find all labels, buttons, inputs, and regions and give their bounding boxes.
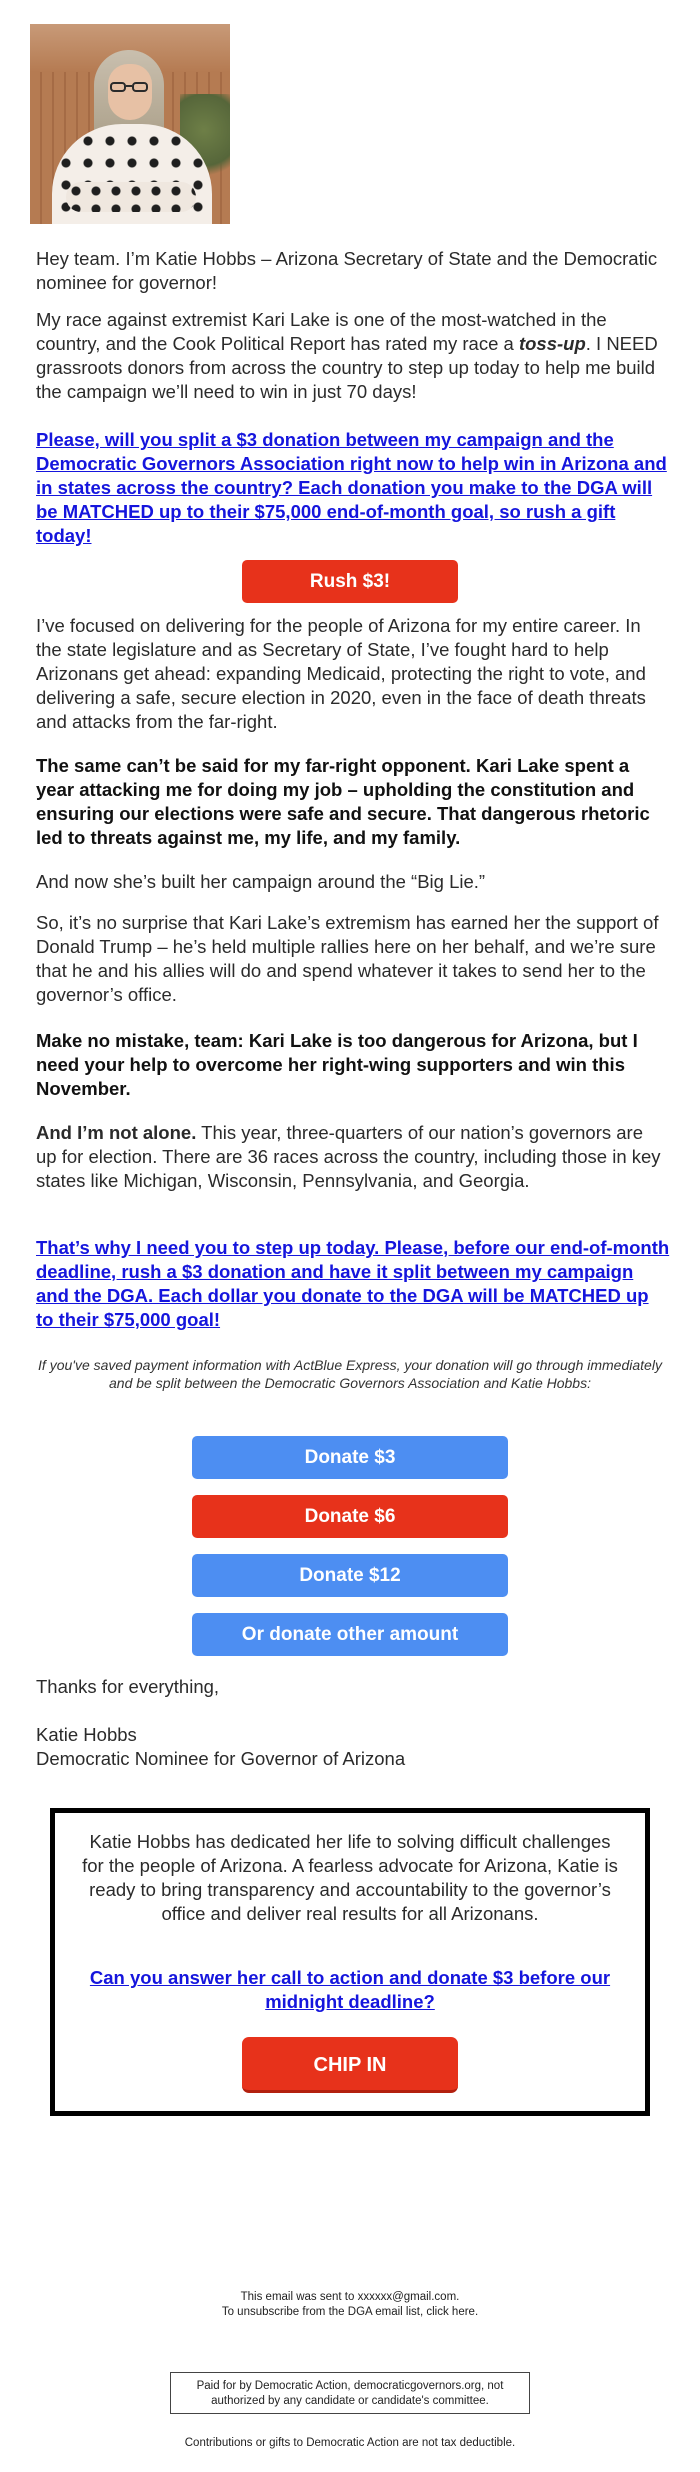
governors-text: This year, three-quarters of our nation’s governors are up for election. There are 36 races across the country, including those in key states like Michigan, Wisconsin, Pennsylvania, and Georgia. — [36, 1122, 661, 1191]
rush-donate-button[interactable]: Rush $3! — [242, 560, 458, 603]
chip-in-button[interactable]: CHIP IN — [242, 2037, 458, 2093]
signature-title: Democratic Nominee for Governor of Arizona — [36, 1748, 406, 1769]
race-text-a: My race against extremist Kari Lake is one of the most-watched in the country, and the Cook Political Report has rated my race a — [36, 309, 607, 354]
photo-arms — [66, 182, 196, 212]
donate-12-button[interactable]: Donate $12 — [192, 1554, 508, 1597]
deadline-donation-link[interactable]: That’s why I need you to step up today. Please, before our end-of-month deadline, rush a $3 donation and have it split between my campaign and the DGA. Each dollar you donate to the DGA will be MATCHED up to their $75,000 goal! — [36, 1237, 670, 1330]
warning-paragraph: Make no mistake, team: Kari Lake is too dangerous for Arizona, but I need your help to overcome her right-wing supporters and win this November. — [36, 1030, 638, 1099]
governors-paragraph — [36, 1121, 664, 1193]
photo-glasses — [110, 82, 152, 92]
toss-up-emphasis: toss-up — [518, 333, 586, 354]
not-alone-bold: And I’m not alone. — [36, 1122, 197, 1143]
portrait-photo-icon — [30, 24, 230, 224]
record-paragraph: I’ve focused on delivering for the people of Arizona for my entire career. In the state legislature and as Secretary of State, I’ve fought hard to help Arizonans get ahead: expanding Medicaid, protecting the right to vote, and delivering a safe, secure election in 2020, even in the face of death threats and attacks from the far-right. — [36, 615, 646, 732]
tax-disclaimer: Contributions or gifts to Democratic Action are not tax deductible. — [184, 2437, 516, 2449]
trump-paragraph: So, it’s no surprise that Kari Lake’s extremism has earned her the support of Donald Trump – he’s held multiple rallies here on her behalf, and we’re sure that he and his allies will do and spend whatever it takes to send her to the governor’s office. — [36, 912, 659, 1005]
actblue-express-note: If you've saved payment information with ActBlue Express, your donation will go through immediately and be split between the Democratic Governors Association and Katie Hobbs: — [38, 1357, 662, 1391]
signature-name: Katie Hobbs — [36, 1724, 137, 1745]
midnight-deadline-link[interactable]: Can you answer her call to action and donate $3 before our midnight deadline? — [89, 1967, 611, 2012]
paid-for-disclaimer: Paid for by Democratic Action, democraticgovernors.org, not authorized by any candidate or candidate's committee. — [170, 2372, 530, 2414]
race-text-b: . I NEED grassroots donors from across the country to step up today to help me build the campaign we’ll need to win in just 70 days! — [36, 333, 658, 402]
bio-callout-text: Katie Hobbs has dedicated her life to solving difficult challenges for the people of Arizona. A fearless advocate for Arizona, Katie is ready to bring transparency and accountability to the governor’s office and deliver real results for all Arizonans. — [82, 1831, 618, 1924]
sent-to-notice: This email was sent to xxxxxx@gmail.com. — [240, 2291, 460, 2303]
donation-ask-link[interactable]: Please, will you split a $3 donation between my campaign and the Democratic Governors Association right now to help win in Arizona and in states across the country? Each donation you make to the DGA will be MATCHED up to their $75,000 end-of-month goal, so rush a gift today! — [36, 429, 667, 546]
donate-6-button[interactable]: Donate $6 — [192, 1495, 508, 1538]
opponent-paragraph: The same can’t be said for my far-right opponent. Kari Lake spent a year attacking me for doing my job – upholding the constitution and ensuring our elections were safe and secure. That dangerous rhetoric led to threats against me, my life, and my family. — [36, 755, 650, 848]
unsubscribe-link[interactable]: To unsubscribe from the DGA email list, click here. — [221, 2306, 479, 2318]
race-paragraph — [36, 308, 664, 404]
photo-face — [108, 64, 152, 120]
donate-other-amount-button[interactable]: Or donate other amount — [192, 1613, 508, 1656]
big-lie-paragraph: And now she’s built her campaign around the “Big Lie.” — [36, 871, 486, 892]
thanks-line: Thanks for everything, — [36, 1676, 220, 1697]
intro-paragraph: Hey team. I’m Katie Hobbs – Arizona Secretary of State and the Democratic nominee for governor! — [36, 248, 658, 293]
donate-3-button[interactable]: Donate $3 — [192, 1436, 508, 1479]
